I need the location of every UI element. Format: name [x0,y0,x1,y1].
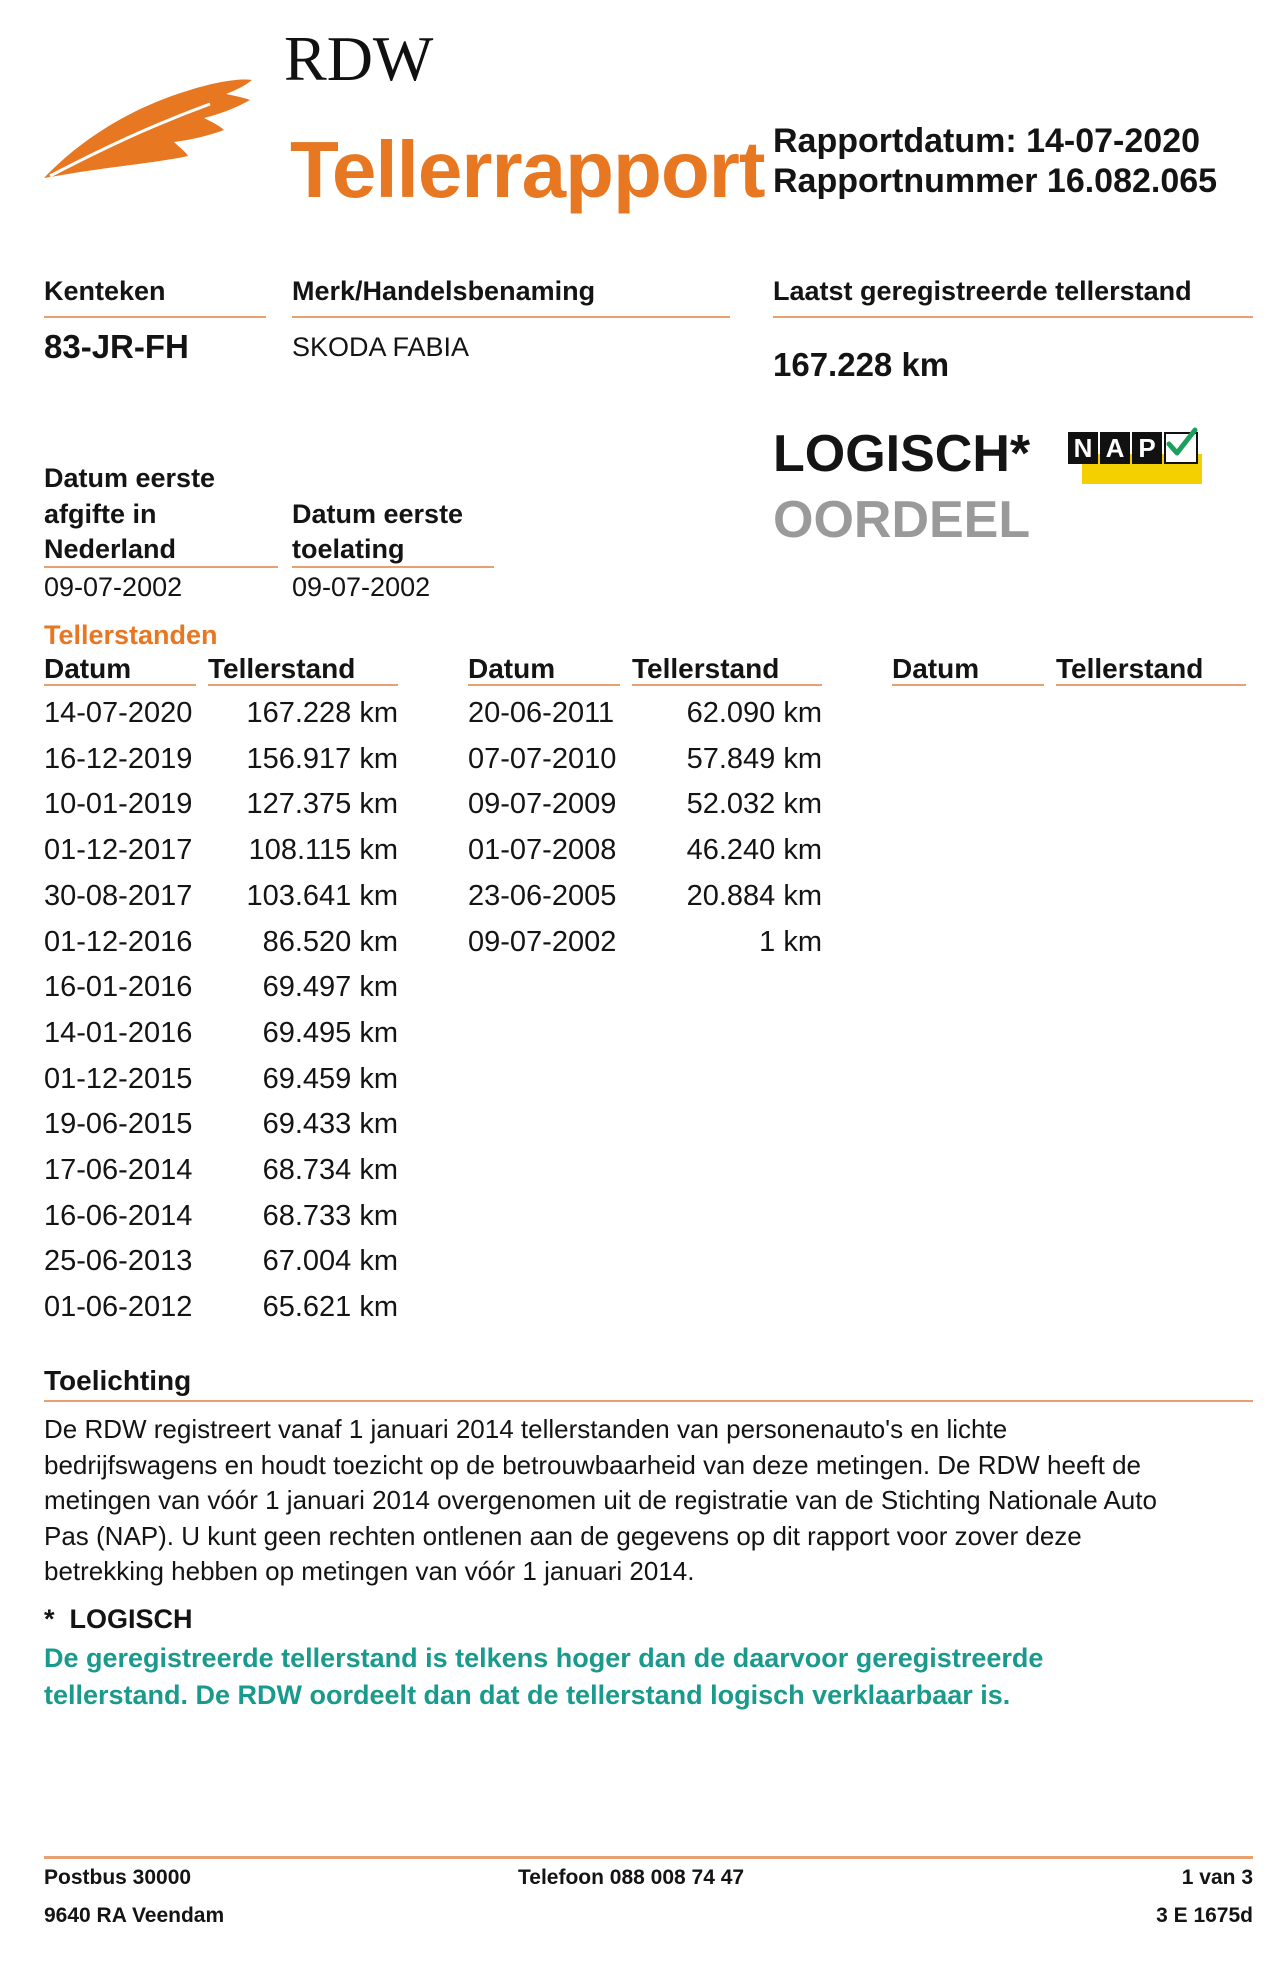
reading-km: 69.459 km [262,1063,398,1095]
first-admission-label-1: Datum eerste [292,499,464,529]
explanation-line: bedrijfswagens en houdt toezicht op de betrouwbaarheid van deze metingen. De RDW heeft de [44,1449,1142,1480]
reading-km: 103.641 km [246,880,398,912]
reading-date: 14-01-2016 [44,1017,193,1049]
first-admission-value: 09-07-2002 [292,572,431,602]
explanation-line: betrekking hebben op metingen van vóór 1 januari 2014. [44,1556,695,1586]
reading-date: 25-06-2013 [44,1245,193,1277]
note-title: * LOGISCH [44,1604,193,1634]
divider [44,684,196,686]
reading-date: 09-07-2002 [468,926,617,958]
report-date: Rapportdatum: 14-07-2020 [773,122,1201,160]
feather-icon [40,60,260,190]
last-reading-label: Laatst geregistreerde tellerstand [773,276,1192,306]
first-issue-value: 09-07-2002 [44,572,183,602]
reading-km: 156.917 km [246,743,398,775]
readings-section-title: Tellerstanden [44,620,218,650]
plate-label: Kenteken [44,276,166,306]
last-reading-value: 167.228 km [773,346,950,383]
reading-date: 10-01-2019 [44,788,193,820]
divider [773,316,1253,318]
reading-km: 1 km [759,926,822,958]
reading-km: 65.621 km [262,1291,398,1323]
divider [292,566,494,568]
col-km-3: Tellerstand [1056,653,1204,684]
verdict: LOGISCH* [773,425,1031,483]
reading-km: 52.032 km [686,788,822,820]
explanation-line: Pas (NAP). U kunt geen rechten ontlenen aan de gegevens op dit rapport voor zover deze [44,1520,1082,1551]
reading-km: 68.734 km [262,1154,398,1186]
nap-letter-p: P [1132,432,1162,464]
brand-name: RDW [284,23,434,94]
reading-date: 17-06-2014 [44,1154,193,1186]
reading-date: 14-07-2020 [44,697,193,729]
col-date-2: Datum [468,653,556,684]
nap-letter-n: N [1068,432,1098,464]
explanation-text [44,1412,1259,1590]
col-date-1: Datum [44,653,132,684]
col-date-3: Datum [892,653,980,684]
reading-date: 16-12-2019 [44,743,193,775]
reading-km: 167.228 km [246,697,398,729]
make-value: SKODA FABIA [292,332,470,362]
report-number: Rapportnummer 16.082.065 [773,162,1218,200]
reading-km: 62.090 km [686,697,822,729]
divider [208,684,398,686]
reading-km: 127.375 km [246,788,398,820]
reading-date: 30-08-2017 [44,880,193,912]
note-text [44,1640,1043,1714]
footer-phone: Telefoon 088 008 74 47 [518,1866,745,1889]
first-issue-label-3: Nederland [44,534,177,564]
reading-km: 86.520 km [262,926,398,958]
reading-date: 01-07-2008 [468,834,617,866]
reading-date: 01-12-2016 [44,926,193,958]
divider [44,316,266,318]
plate-value: 83-JR-FH [44,328,189,365]
verdict-label: OORDEEL [773,491,1031,549]
footer-code: 3 E 1675d [1156,1904,1253,1927]
nap-check-box [1164,432,1198,464]
reading-km: 68.733 km [262,1200,398,1232]
divider [632,684,822,686]
make-label: Merk/Handelsbenaming [292,276,596,306]
divider [892,684,1044,686]
first-issue-label-1: Datum eerste [44,463,216,493]
reading-km: 46.240 km [686,834,822,866]
reading-date: 23-06-2005 [468,880,617,912]
footer-page: 1 van 3 [1181,1866,1253,1889]
reading-date: 01-12-2015 [44,1063,193,1095]
note-line: tellerstand. De RDW oordeelt dan dat de tellerstand logisch verklaarbaar is. [44,1680,1011,1710]
col-km-2: Tellerstand [632,653,780,684]
reading-km: 20.884 km [686,880,822,912]
explanation-line: metingen van vóór 1 januari 2014 overgenomen uit de registratie van de Stichting Nationale Auto [44,1485,1157,1515]
explanation-line: De RDW registreert vanaf 1 januari 2014 tellerstanden van personenauto's en lichte [44,1414,1008,1444]
reading-date: 20-06-2011 [468,697,615,729]
nap-letter-a: A [1100,432,1130,464]
reading-date: 09-07-2009 [468,788,617,820]
col-km-1: Tellerstand [208,653,356,684]
reading-date: 01-06-2012 [44,1291,193,1323]
divider [292,316,730,318]
reading-date: 16-01-2016 [44,971,193,1003]
divider [1056,684,1246,686]
divider [468,684,620,686]
footer-address-1: Postbus 30000 [44,1866,192,1889]
divider [44,1400,1253,1402]
reading-date: 16-06-2014 [44,1200,193,1232]
explanation-title: Toelichting [44,1365,192,1396]
footer-divider [44,1856,1253,1859]
footer-address-2: 9640 RA Veendam [44,1904,225,1927]
reading-km: 69.495 km [262,1017,398,1049]
first-issue-label-2: afgifte in [44,499,157,529]
reading-km: 57.849 km [686,743,822,775]
rdw-logo [40,60,260,190]
first-admission-label-2: toelating [292,534,405,564]
reading-date: 07-07-2010 [468,743,617,775]
reading-date: 19-06-2015 [44,1108,193,1140]
reading-km: 69.497 km [262,971,398,1003]
checkmark-icon [1164,426,1198,458]
note-line: De geregistreerde tellerstand is telkens hoger dan de daarvoor geregistreerde [44,1643,1044,1673]
nap-badge [1068,432,1204,488]
reading-km: 69.433 km [262,1108,398,1140]
divider [44,566,278,568]
reading-km: 67.004 km [262,1245,398,1277]
page-title: Tellerrapport [290,125,765,214]
reading-date: 01-12-2017 [44,834,193,866]
reading-km: 108.115 km [248,834,398,866]
